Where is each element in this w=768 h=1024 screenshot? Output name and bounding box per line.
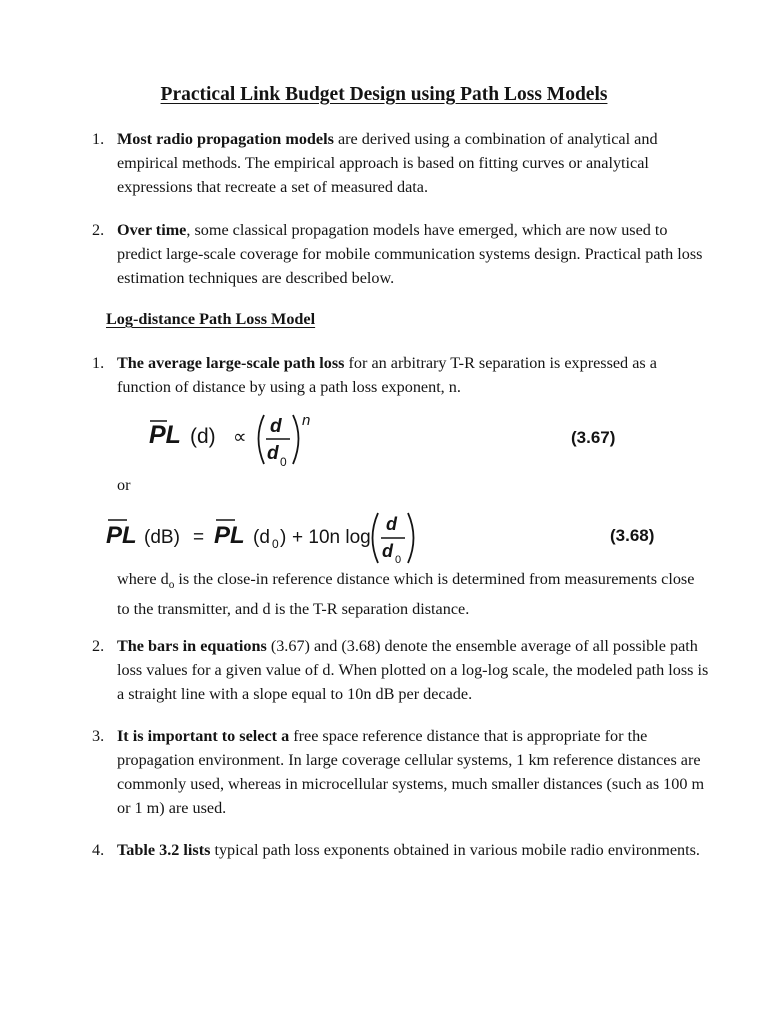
model-item-3 — [92, 724, 712, 820]
intro-item-1 — [92, 127, 712, 199]
eq1-lhs: PL — [149, 421, 181, 449]
eq1-denominator: d — [267, 443, 279, 464]
eq2-arg: (dB) — [144, 527, 180, 548]
equation-3-67 — [145, 408, 325, 474]
left-paren — [373, 513, 379, 563]
eq2-arg2-subscript: 0 — [272, 537, 279, 551]
item-number: 3. — [92, 727, 105, 745]
model-item-2 — [92, 634, 712, 706]
item-text: are derived using a combination of analytical and empirical methods. The empirical approach is based on fitting curves or analytical expressions that recreate a set of measured data. — [117, 130, 658, 196]
item-lead: It is important to select a — [117, 727, 290, 745]
eq1-arg: (d) — [190, 425, 216, 448]
item-lead: Over time — [117, 221, 187, 239]
eq2-numerator: d — [386, 514, 397, 534]
item-text: (3.67) and (3.68) denote the ensemble average of all possible path loss values for a given value of d. When plotted on a log-log scale, the modeled path loss is a straight line with a slope equal to 10n dB per decade. — [117, 637, 709, 703]
section-heading: Log-distance Path Loss Model — [106, 310, 316, 328]
where-rest: is the close-in reference distance which is determined from measurements close to the transmitter, and d is the T-R separation distance. — [117, 570, 695, 618]
item-number: 2. — [92, 637, 105, 655]
item-text: for an arbitrary T-R separation is expressed as a function of distance by using a path loss exponent, n. — [117, 354, 657, 396]
eq2-denominator: d — [382, 541, 393, 561]
equation-number-3-68: (3.68) — [610, 526, 655, 545]
document-title: Practical Link Budget Design using Path Loss Models — [160, 84, 608, 105]
eq2-log-term: + 10n log — [292, 527, 371, 548]
item-number: 1. — [92, 130, 105, 148]
item-text: , some classical propagation models have emerged, which are now used to predict large-scale coverage for mobile communication systems design. Practical path loss estimation techniques are described below. — [117, 221, 703, 287]
eq1-exponent: n — [302, 412, 311, 429]
eq2-arg2-open: (d — [253, 527, 270, 548]
intro-item-2 — [92, 218, 712, 290]
item-number: 1. — [92, 354, 105, 372]
item-lead: Table 3.2 lists — [117, 841, 211, 859]
right-paren — [293, 415, 299, 464]
eq2-denominator-subscript: 0 — [395, 554, 402, 566]
equation-number-3-67: (3.67) — [571, 428, 616, 447]
or-text: or — [117, 476, 131, 494]
where-prefix: where d — [117, 570, 169, 588]
item-text: typical path loss exponents obtained in various mobile radio environments. — [210, 841, 700, 859]
item-lead: Most radio propagation models — [117, 130, 334, 148]
eq1-numerator: d — [270, 416, 282, 437]
item-number: 2. — [92, 221, 105, 239]
item-lead: The average large-scale path loss — [117, 354, 345, 372]
left-paren — [259, 415, 265, 464]
eq2-lhs: PL — [106, 522, 137, 549]
item-text: free space reference distance that is appropriate for the propagation environment. In large coverage cellular systems, 1 km reference distances are commonly used, whereas in microcellular systems, much smaller distances (such as 100 m or 1 m) are used. — [117, 727, 705, 817]
eq2-equals: = — [193, 527, 205, 548]
model-item-4 — [92, 838, 712, 862]
model-item-1 — [92, 351, 712, 399]
where-paragraph — [117, 567, 697, 621]
item-number: 4. — [92, 841, 105, 859]
eq1-denominator-subscript: 0 — [280, 455, 287, 469]
eq1-proportional: ∝ — [233, 426, 247, 448]
equation-3-68 — [100, 508, 430, 570]
item-lead: The bars in equations — [117, 637, 267, 655]
right-paren — [408, 513, 414, 563]
eq2-arg2-close: ) — [280, 527, 287, 548]
eq2-lhs-2: PL — [214, 522, 245, 549]
where-subscript: o — [168, 578, 175, 591]
